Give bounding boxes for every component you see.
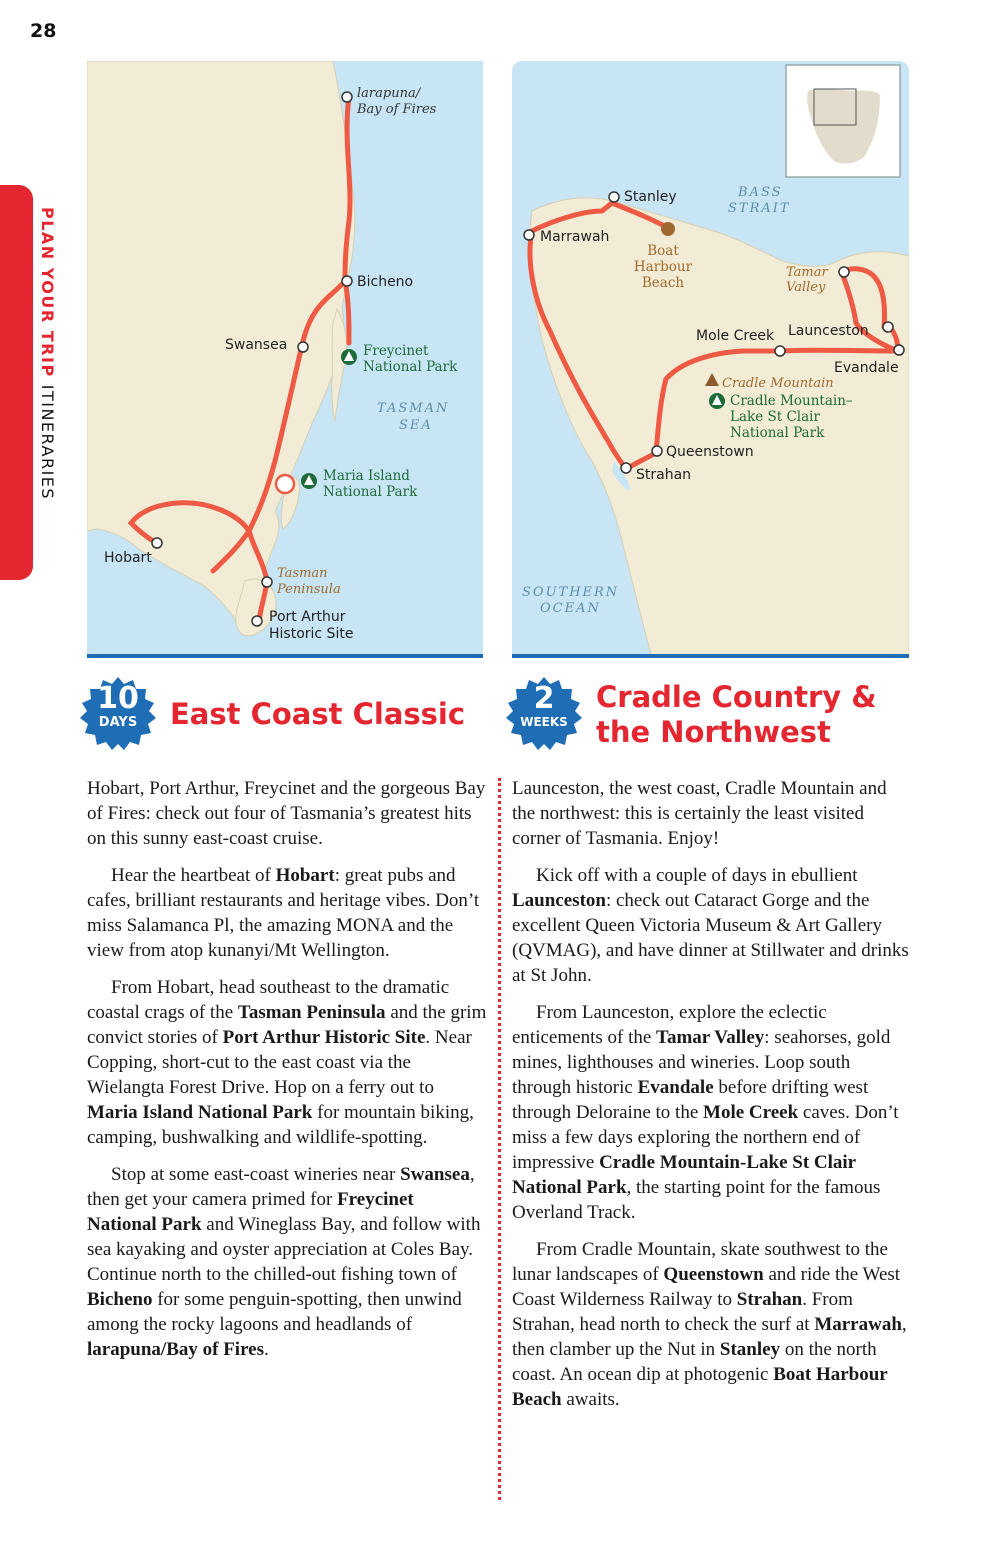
label-cradle-park-3: National Park — [730, 425, 825, 441]
ferry-marker — [276, 475, 294, 493]
label-port-arthur-2: Historic Site — [269, 626, 354, 642]
label-tasman-peninsula-2: Peninsula — [277, 582, 341, 597]
label-hobart: Hobart — [104, 550, 152, 566]
evandale-marker — [894, 345, 904, 355]
east-coast-map — [87, 61, 483, 658]
swansea-marker — [298, 342, 308, 352]
label-tasman-sea-1: TASMAN — [377, 401, 450, 416]
badge-unit: WEEKS — [520, 715, 568, 729]
label-freycinet-1: Freycinet — [363, 343, 429, 359]
label-ocean-2: OCEAN — [540, 601, 601, 616]
label-tasman-sea-2: SEA — [399, 418, 433, 433]
mole-creek-marker — [775, 346, 785, 356]
tasman-peninsula-marker — [262, 577, 272, 587]
label-bass-1: BASS — [738, 185, 783, 200]
section-label — [38, 207, 57, 500]
label-evandale: Evandale — [834, 360, 899, 376]
label-cradle-park-1: Cradle Mountain– — [730, 393, 853, 409]
label-bass-2: STRAIT — [728, 201, 791, 216]
label-freycinet-2: National Park — [363, 359, 458, 375]
boat-harbour-icon — [661, 222, 675, 236]
paragraph-queenstown: From Cradle Mountain, skate southwest to the lunar landscapes of Queenstown and ride the West Coast Wilderness Railway to Strahan. From Strahan, head north to check the surf at Marrawah, then clamber up the Nut in Stanley on the north coast. An ocean dip at photogenic Boat Harbour Beach awaits. — [512, 1239, 907, 1410]
paragraph-launceston: Kick off with a couple of days in ebullient Launceston: check out Cataract Gorge and the excellent Queen Victoria Museum & Art Gallery (QVMAG), and have dinner at Stillwater and drinks at St John. — [512, 865, 909, 986]
bicheno-marker — [342, 276, 352, 286]
label-tamar-1: Tamar — [786, 265, 828, 280]
itinerary-title-east-coast: East Coast Classic — [170, 697, 466, 731]
bay-of-fires-marker — [342, 92, 352, 102]
map-bottom-rule — [512, 654, 909, 658]
duration-badge-days — [78, 675, 158, 755]
label-strahan: Strahan — [636, 467, 692, 483]
label-launceston: Launceston — [788, 323, 869, 339]
column-divider — [498, 778, 501, 1500]
label-cradle-park-2: Lake St Clair — [730, 409, 820, 425]
label-cradle-mountain: Cradle Mountain — [722, 376, 834, 391]
label-tasman-peninsula-1: Tasman — [277, 566, 328, 581]
map-bottom-rule — [87, 654, 483, 658]
label-maria-1: Maria Island — [323, 468, 410, 484]
label-tamar-2: Valley — [786, 280, 826, 295]
paragraph-swansea: Stop at some east-coast wineries near Swansea, then get your camera primed for Freycinet National Park and Wineglass Bay, and follow with sea kayaking and oyster appreciation at Coles Bay. Continue north to the chilled-out fishing town of Bicheno for some penguin-spotting, then unwind among the rocky lagoons and headlands of larapuna/Bay of Fires. — [87, 1164, 481, 1360]
itinerary-title-northwest-2: the Northwest — [596, 715, 831, 749]
marrawah-marker — [524, 230, 534, 240]
label-port-arthur-1: Port Arthur — [269, 609, 346, 625]
label-bay-of-fires-1: larapuna/ — [357, 86, 421, 101]
paragraph-tasman: From Hobart, head southeast to the dramatic coastal crags of the Tasman Peninsula and the grim convict stories of Port Arthur Historic Site. Near Copping, short-cut to the east coast via the Wielangta Forest Drive. Hop on a ferry out to Maria Island National Park for mountain biking, camping, bushwalking and wildlife-spotting. — [87, 977, 487, 1148]
label-beach-3: Beach — [641, 275, 685, 291]
badge-number: 2 — [533, 681, 555, 716]
paragraph-hobart: Hear the heartbeat of Hobart: great pubs and cafes, brilliant restaurants and heritage vibes. Don’t miss Salamanca Pl, the amazing MONA and the view from atop kunanyi/Mt Wellington. — [87, 865, 480, 961]
hobart-marker — [152, 538, 162, 548]
northwest-map — [512, 61, 909, 658]
section-label-prefix: PLAN YOUR TRIP — [38, 207, 57, 385]
label-maria-2: National Park — [323, 484, 418, 500]
label-bicheno: Bicheno — [357, 274, 414, 290]
intro-paragraph: Hobart, Port Arthur, Freycinet and the gorgeous Bay of Fires: check out four of Tasmania’s greatest hits on this sunny east-coast cruise. — [87, 778, 486, 849]
stanley-marker — [609, 192, 619, 202]
freycinet-peninsula — [332, 309, 347, 421]
strahan-marker — [621, 463, 631, 473]
queenstown-marker — [652, 446, 662, 456]
label-swansea: Swansea — [225, 337, 288, 353]
paragraph-tamar: From Launceston, explore the eclectic enticements of the Tamar Valley: seahorses, gold mines, lighthouses and wineries. Loop south through historic Evandale before drifting west through Deloraine to the Mole Creek caves. Don’t miss a few days exploring the northern end of impressive Cradle Mountain-Lake St Clair National Park, the starting point for the famous Overland Track. — [512, 1002, 899, 1223]
side-tab — [0, 185, 33, 580]
label-mole-creek: Mole Creek — [696, 328, 775, 344]
label-beach-1: Boat — [647, 243, 679, 259]
label-stanley: Stanley — [624, 189, 677, 205]
label-queenstown: Queenstown — [666, 444, 754, 460]
label-beach-2: Harbour — [633, 259, 693, 275]
northwest-body — [512, 776, 914, 1424]
port-arthur-marker — [252, 616, 262, 626]
section-label-suffix: ITINERARIES — [38, 384, 57, 501]
intro-paragraph: Launceston, the west coast, Cradle Mountain and the northwest: this is certainly the least visited corner of Tasmania. Enjoy! — [512, 778, 887, 849]
itinerary-title-northwest-1: Cradle Country & — [596, 680, 877, 714]
launceston-marker — [883, 322, 893, 332]
label-bay-of-fires-2: Bay of Fires — [357, 102, 437, 117]
badge-unit: DAYS — [98, 715, 138, 730]
page-number: 28 — [30, 20, 57, 42]
label-ocean-1: SOUTHERN — [522, 585, 620, 600]
east-tasmania-land — [87, 61, 355, 631]
duration-badge-weeks — [504, 675, 584, 755]
tamar-valley-marker — [839, 267, 849, 277]
badge-number: 10 — [97, 681, 139, 716]
east-coast-body — [87, 776, 487, 1374]
label-marrawah: Marrawah — [540, 229, 610, 245]
